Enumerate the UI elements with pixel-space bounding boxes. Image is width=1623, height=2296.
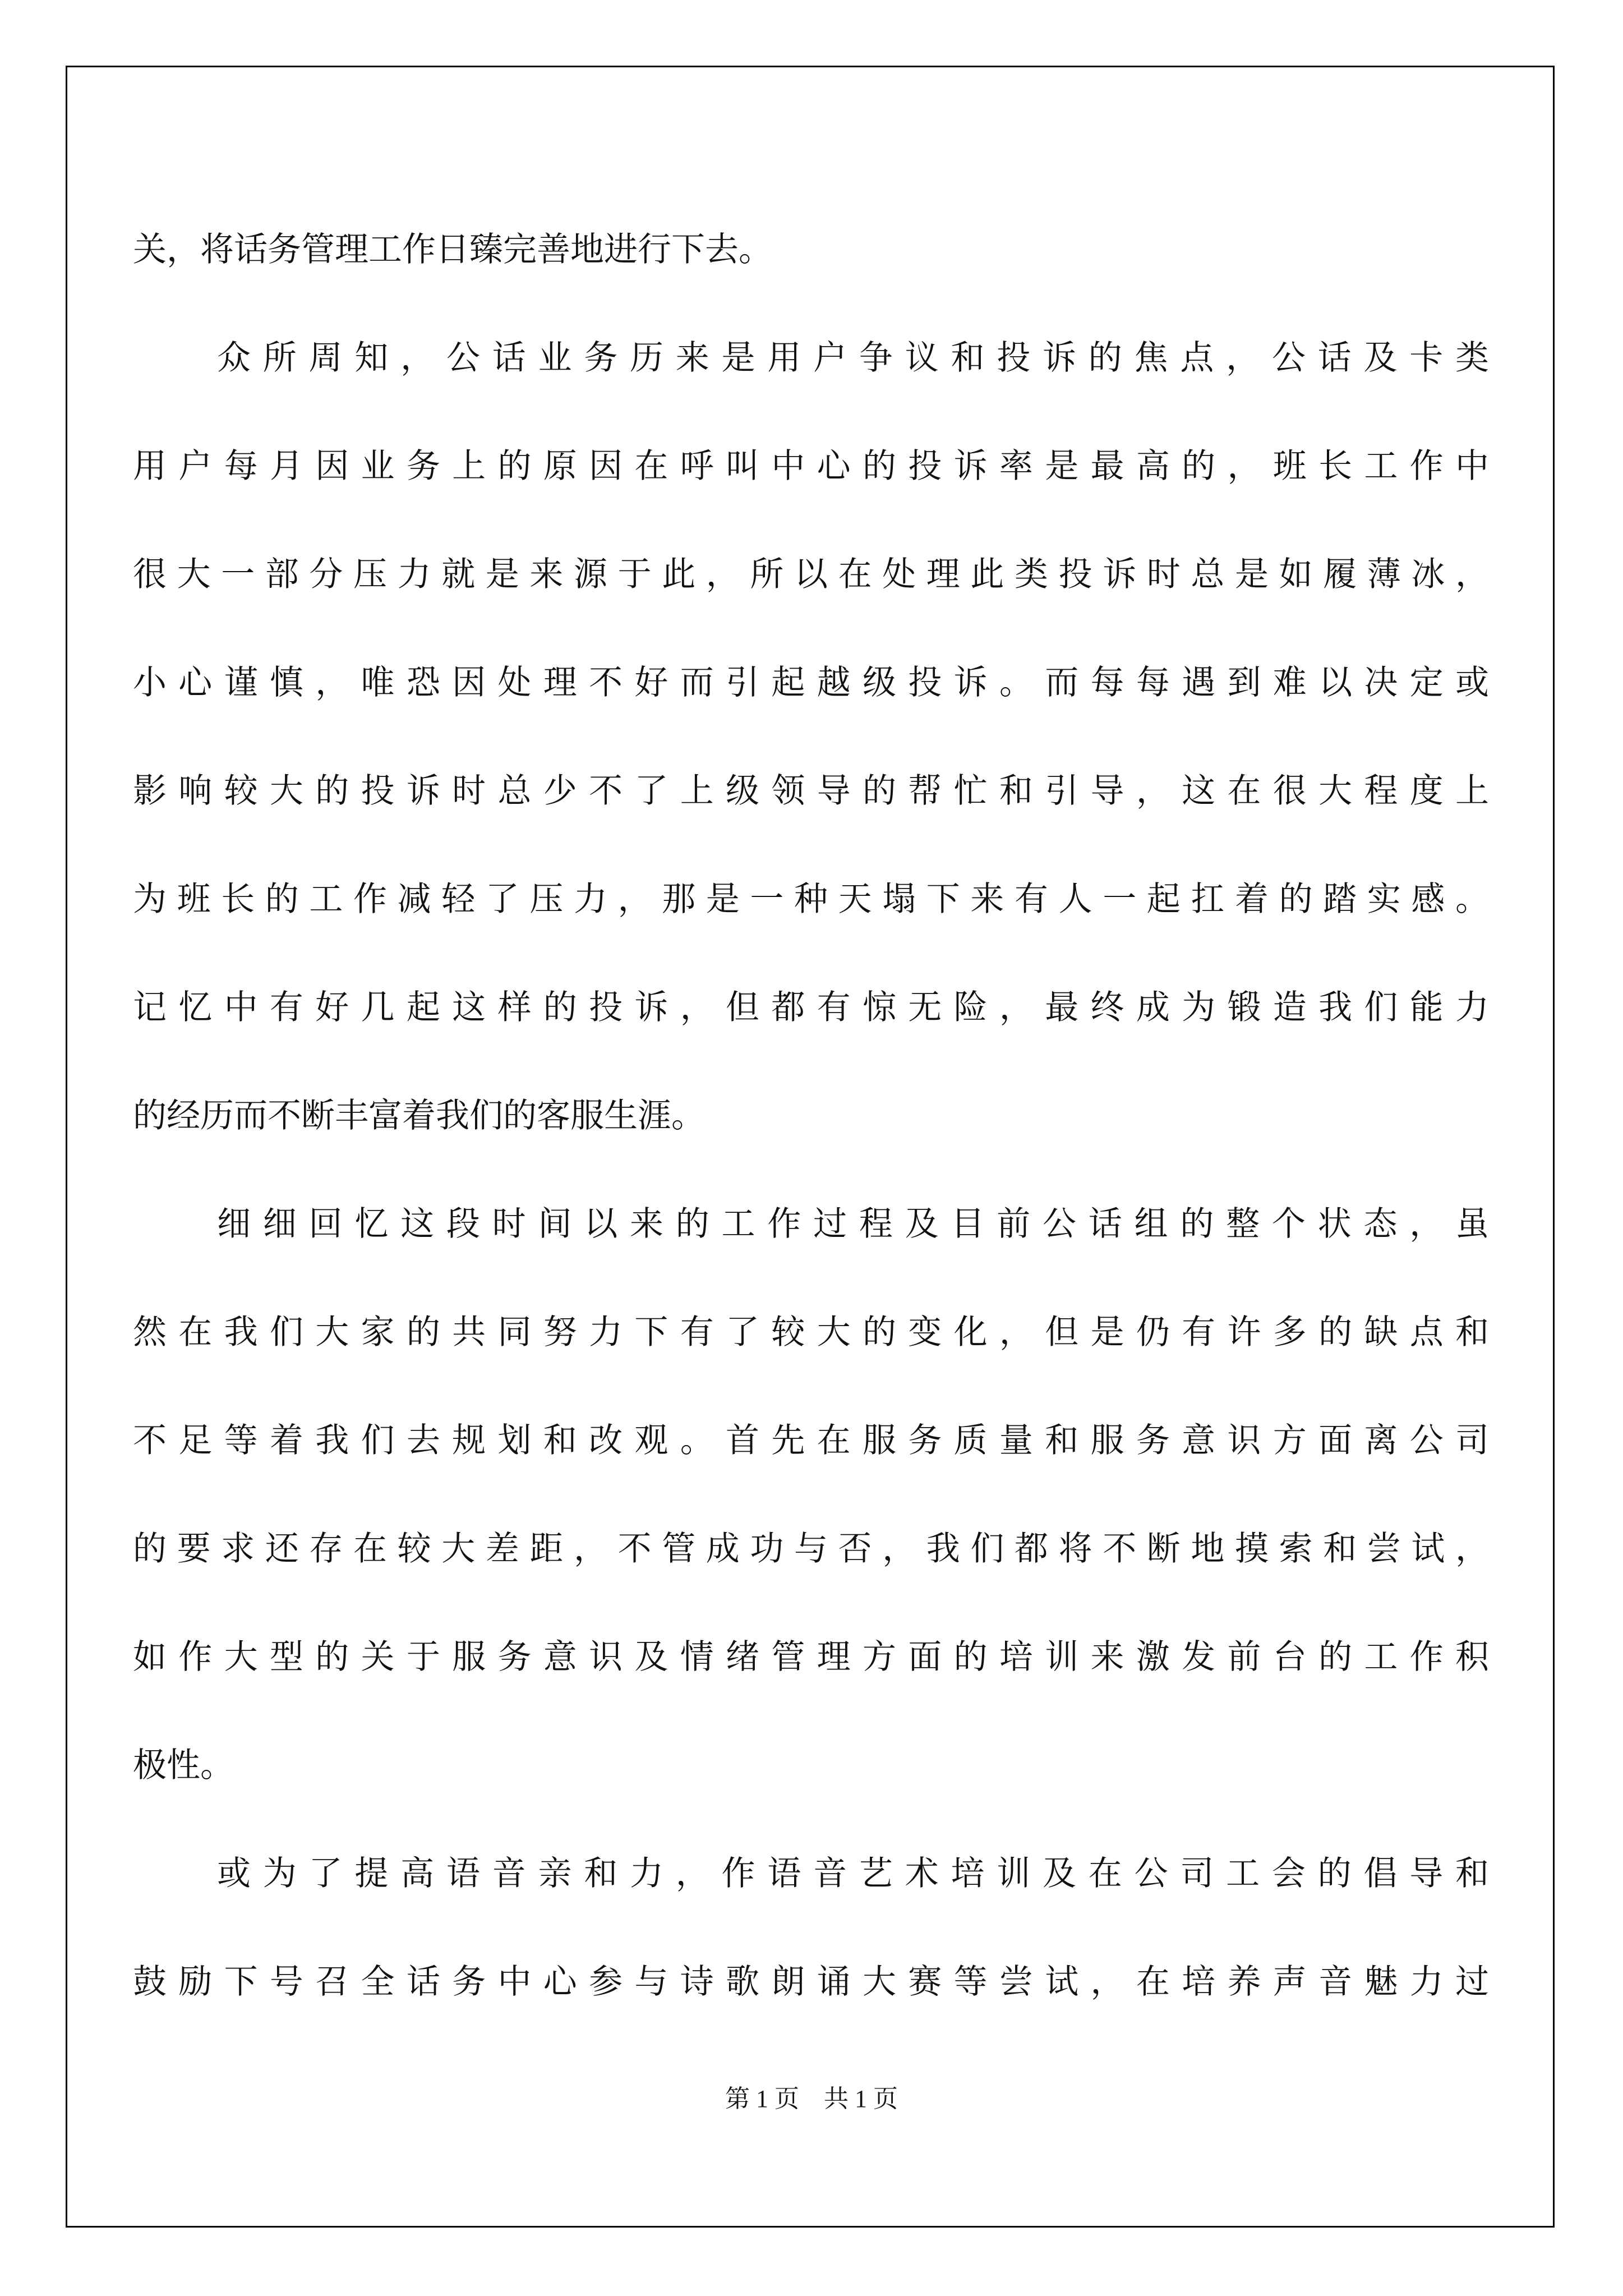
page-border	[66, 66, 1555, 2228]
text-line: 关，将话务管理工作日臻完善地进行下去。	[133, 230, 772, 269]
text-line: 不足等着我们去规划和改观。首先在服务质量和服务意识方面离公司	[133, 1421, 1489, 1460]
text-line: 如作大型的关于服务意识及情绪管理方面的培训来激发前台的工作积	[133, 1637, 1489, 1677]
text-line: 影响较大的投诉时总少不了上级领导的帮忙和引导，这在很大程度上	[133, 771, 1489, 811]
page-footer	[0, 2082, 1623, 2116]
text-line: 为班长的工作减轻了压力，那是一种天塌下来有人一起扛着的踏实感。	[133, 880, 1489, 919]
text-line: 很大一部分压力就是来源于此，所以在处理此类投诉时总是如履薄冰，	[133, 555, 1489, 594]
paragraph-first-line: 细细回忆这段时间以来的工作过程及目前公话组的整个状态，虽	[217, 1204, 1489, 1244]
text-line: 的要求还存在较大差距，不管成功与否，我们都将不断地摸索和尝试，	[133, 1529, 1489, 1568]
text-line: 记忆中有好几起这样的投诉，但都有惊无险，最终成为锻造我们能力	[133, 988, 1489, 1027]
paragraph-first-line: 或为了提高语音亲和力，作语音艺术培训及在公司工会的倡导和	[217, 1854, 1489, 1893]
text-line: 的经历而不断丰富着我们的客服生涯。	[133, 1096, 705, 1135]
page-total: 共 1 页	[824, 2085, 898, 2113]
text-line: 然在我们大家的共同努力下有了较大的变化，但是仍有许多的缺点和	[133, 1313, 1489, 1352]
text-line: 鼓励下号召全话务中心参与诗歌朗诵大赛等尝试，在培养声音魅力过	[133, 1962, 1489, 2001]
paragraph-first-line: 众所周知，公话业务历来是用户争议和投诉的焦点，公话及卡类	[217, 338, 1489, 378]
text-line: 用户每月因业务上的原因在呼叫中心的投诉率是最高的，班长工作中	[133, 447, 1489, 486]
text-line: 极性。	[133, 1746, 234, 1785]
text-line: 小心谨慎，唯恐因处理不好而引起越级投诉。而每每遇到难以决定或	[133, 663, 1489, 702]
page-number: 第 1 页	[725, 2085, 799, 2113]
